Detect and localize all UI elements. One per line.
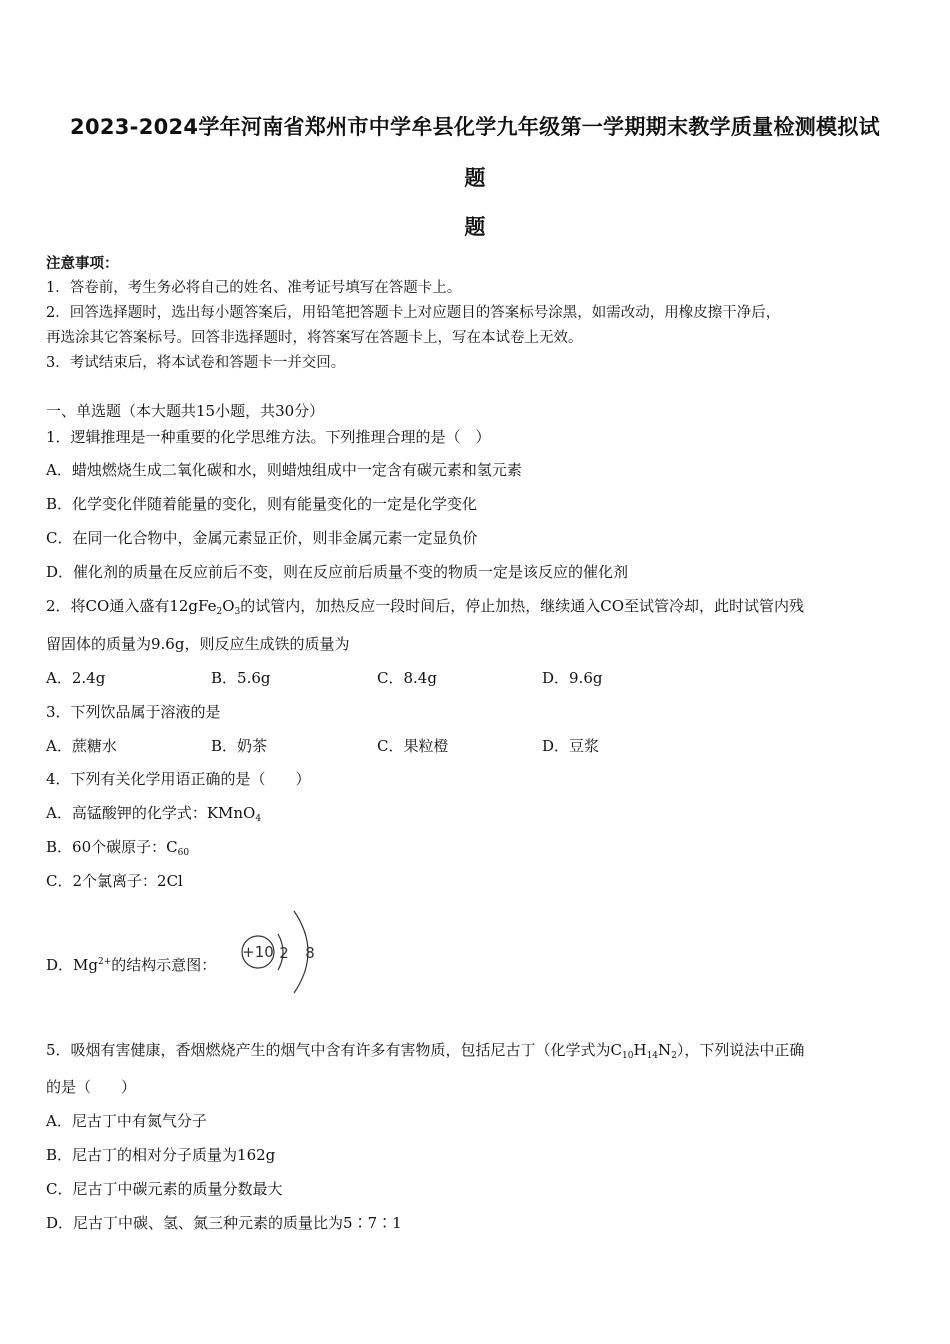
q4-stem: 4．下列有关化学用语正确的是（ ） — [46, 770, 311, 788]
q2-option-c: C．8.4g — [377, 669, 437, 687]
electron-shell-2-count: 8 — [305, 944, 315, 962]
q3-stem: 3．下列饮品属于溶液的是 — [46, 703, 221, 721]
q2-option-a: A．2.4g — [46, 669, 106, 687]
electron-shell-1-count: 2 — [279, 944, 289, 962]
nucleus-charge: +10 — [242, 943, 274, 961]
notice-item-2-cont: 再选涂其它答案标号。回答非选择题时，将答案写在答题卡上，写在本试卷上无效。 — [46, 330, 583, 346]
q5-stem-post: ），下列说法中正确 — [676, 1041, 805, 1059]
q3-option-d: D．豆浆 — [542, 737, 600, 755]
q5-option-a: A．尼古丁中有氮气分子 — [46, 1112, 207, 1130]
q5-option-c: C．尼古丁中碳元素的质量分数最大 — [46, 1180, 283, 1198]
q4-option-d-pre: D．Mg — [46, 956, 98, 974]
q5-stem-pre: 5．吸烟有害健康，香烟燃烧产生的烟气中含有许多有害物质，包括尼古丁（化学式为C — [46, 1041, 623, 1059]
q1-option-c: C．在同一化合物中，金属元素显正价，则非金属元素一定显负价 — [46, 529, 478, 547]
q4-option-c: C．2个氯离子：2Cl — [46, 872, 183, 890]
q4-option-a — [46, 802, 261, 823]
q4-option-d-post: 的结构示意图： — [111, 956, 217, 974]
q5-stem-m2: N — [658, 1041, 672, 1059]
q1-option-d: D．催化剂的质量在反应前后不变，则在反应前后质量不变的物质一定是该反应的催化剂 — [46, 563, 629, 581]
q4-option-a-sub: 4 — [255, 814, 262, 824]
q3-option-a: A．蔗糖水 — [46, 737, 117, 755]
q5-option-d: D．尼古丁中碳、氢、氮三种元素的质量比为5∶7∶1 — [46, 1214, 402, 1232]
q2-stem-line-2: 留固体的质量为9.6g，则反应生成铁的质量为 — [46, 635, 350, 653]
q2-stem-pre: 2．将CO通入盛有12gFe — [46, 597, 217, 615]
q3-option-c: C．果粒橙 — [377, 737, 449, 755]
section-heading: 一、单选题（本大题共15小题，共30分） — [46, 402, 325, 420]
page-title: 2023-2024学年河南省郑州市中学牟县化学九年级第一学期期末教学质量检测模拟试 — [70, 115, 880, 139]
q2-stem-post: 的试管内，加热反应一段时间后，停止加热，继续通入CO至试管冷却，此时试管内残 — [240, 597, 805, 615]
q2-stem — [46, 595, 804, 616]
q1-option-a: A．蜡烛燃烧生成二氧化碳和水，则蜡烛组成中一定含有碳元素和氢元素 — [46, 461, 522, 479]
q5-sub-2: 14 — [646, 1051, 659, 1061]
q2-option-d: D．9.6g — [542, 669, 603, 687]
q5-stem — [46, 1039, 804, 1060]
q5-stem-line-2: 的是（ ） — [46, 1078, 137, 1096]
q5-stem-m1: H — [633, 1041, 647, 1059]
q4-option-a-text: A．高锰酸钾的化学式：KMnO — [46, 804, 256, 822]
page-title-repeat: 题 — [464, 215, 486, 239]
page-title-continued: 题 — [464, 166, 486, 190]
q4-option-d-sup: 2+ — [98, 957, 112, 967]
q3-option-b: B．奶茶 — [211, 737, 268, 755]
q4-option-b-text: B．60个碳原子：C — [46, 838, 178, 856]
q4-option-b-sub: 60 — [177, 848, 190, 858]
notice-item-1: 1．答卷前，考生务必将自己的姓名、准考证号填写在答题卡上。 — [46, 280, 462, 296]
q2-stem-mid: O — [222, 597, 235, 615]
q1-stem: 1．逻辑推理是一种重要的化学思维方法。下列推理合理的是（ ） — [46, 428, 491, 446]
q4-option-d — [46, 954, 216, 975]
mg-ion-structure-diagram — [232, 905, 332, 997]
q5-option-b: B．尼古丁的相对分子质量为162g — [46, 1146, 276, 1164]
q1-option-b: B．化学变化伴随着能量的变化，则有能量变化的一定是化学变化 — [46, 495, 478, 513]
q2-sub-1: 2 — [216, 607, 223, 617]
q2-option-b: B．5.6g — [211, 669, 271, 687]
q5-sub-1: 10 — [622, 1051, 634, 1061]
notice-heading: 注意事项： — [46, 255, 119, 272]
q5-sub-3: 2 — [671, 1051, 677, 1061]
q4-option-b — [46, 836, 189, 857]
q2-sub-2: 3 — [234, 607, 241, 617]
notice-item-3: 3．考试结束后，将本试卷和答题卡一并交回。 — [46, 355, 346, 371]
notice-item-2: 2．回答选择题时，选出每小题答案后，用铅笔把答题卡上对应题目的答案标号涂黑，如需改动，用橡皮擦干净后， — [46, 305, 781, 321]
